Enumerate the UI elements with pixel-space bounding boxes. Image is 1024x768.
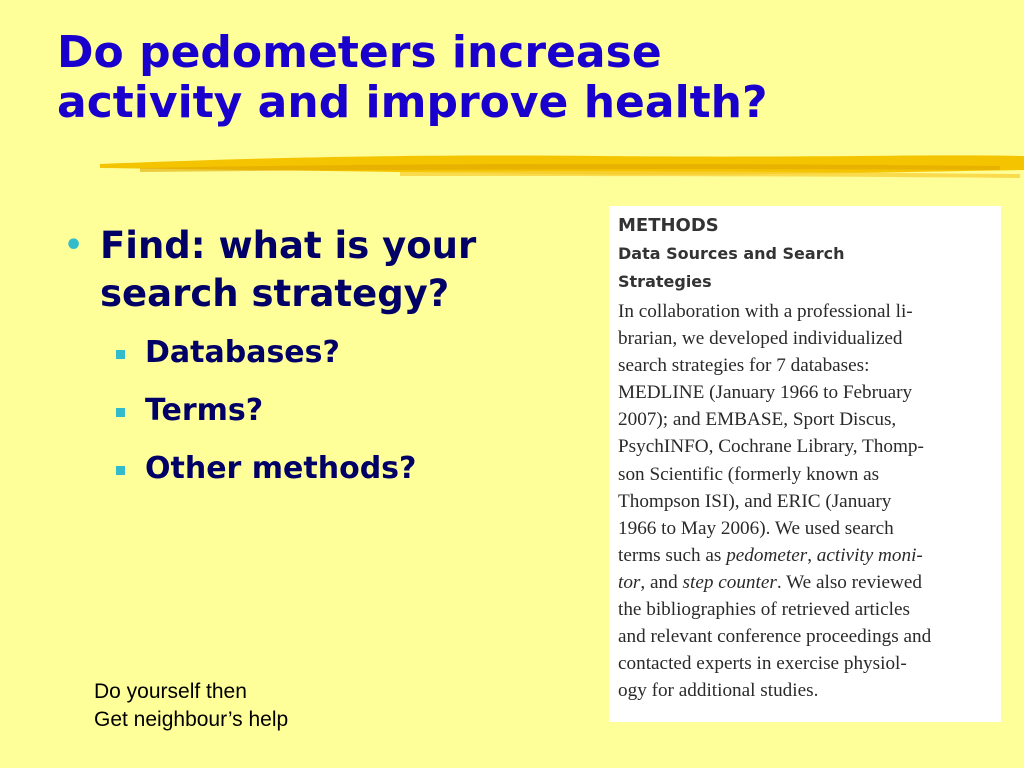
excerpt-line: son Scientific (formerly known as bbox=[618, 463, 880, 485]
main-bullet-list bbox=[64, 222, 564, 508]
excerpt-line: and relevant conference proceedings and bbox=[618, 626, 932, 648]
bullet-text bbox=[100, 222, 476, 318]
excerpt-text: terms such as bbox=[618, 544, 727, 566]
excerpt-term-activity-monitor-end: tor bbox=[618, 571, 641, 593]
methods-excerpt-image bbox=[609, 206, 1001, 722]
excerpt-text: , bbox=[807, 544, 817, 566]
bullet-line-2: search strategy? bbox=[100, 272, 450, 315]
excerpt-line: ogy for additional studies. bbox=[618, 680, 819, 702]
square-bullet-icon bbox=[116, 466, 125, 475]
sub-item-label: Terms? bbox=[145, 393, 264, 428]
square-bullet-icon bbox=[116, 350, 125, 359]
sub-bullet-list bbox=[116, 334, 564, 488]
excerpt-line: MEDLINE (January 1966 to February bbox=[618, 382, 913, 404]
excerpt-line: Thompson ISI), and ERIC (January bbox=[618, 490, 892, 512]
excerpt-subheading-line-2: Strategies bbox=[618, 272, 712, 291]
title-underline-brushstroke bbox=[100, 150, 1024, 190]
bullet-find-search-strategy bbox=[64, 222, 564, 318]
square-bullet-icon bbox=[116, 408, 125, 417]
excerpt-line: 1966 to May 2006). We used search bbox=[618, 517, 894, 539]
excerpt-line: contacted experts in exercise physiol- bbox=[618, 653, 907, 675]
excerpt-subheading-line-1: Data Sources and Search bbox=[618, 244, 845, 263]
bullet-dot-icon: • bbox=[64, 228, 84, 263]
title-line-1: Do pedometers increase bbox=[57, 27, 662, 78]
excerpt-line: the bibliographies of retrieved articles bbox=[618, 599, 910, 621]
excerpt-text: , and bbox=[640, 571, 683, 593]
sub-item-databases bbox=[116, 334, 564, 372]
excerpt-term-pedometer: pedometer bbox=[726, 544, 808, 566]
excerpt-line-terms bbox=[618, 542, 991, 569]
note-line-1: Do yourself then bbox=[94, 680, 247, 703]
excerpt-heading: METHODS bbox=[618, 215, 719, 236]
excerpt-text: . We also reviewed bbox=[776, 571, 922, 593]
sub-item-label: Databases? bbox=[145, 335, 340, 370]
sub-item-other-methods bbox=[116, 450, 564, 488]
excerpt-body bbox=[618, 298, 991, 704]
excerpt-line: search strategies for 7 databases: bbox=[618, 355, 870, 377]
excerpt-line: PsychINFO, Cochrane Library, Thomp- bbox=[618, 436, 924, 458]
slide-title bbox=[57, 28, 957, 128]
bullet-line-1: Find: what is your bbox=[100, 224, 477, 267]
excerpt-line: 2007); and EMBASE, Sport Discus, bbox=[618, 409, 897, 431]
excerpt-line: In collaboration with a professional li- bbox=[618, 301, 913, 322]
title-line-2: activity and improve health? bbox=[57, 77, 768, 128]
excerpt-line-terms-2 bbox=[618, 569, 991, 596]
sub-item-terms bbox=[116, 392, 564, 430]
instruction-note bbox=[94, 678, 288, 734]
excerpt-line: brarian, we developed individualized bbox=[618, 328, 903, 350]
excerpt-term-activity-monitor: activity moni- bbox=[816, 544, 923, 566]
excerpt-term-step-counter: step counter bbox=[682, 571, 777, 593]
note-line-2: Get neighbour’s help bbox=[94, 708, 289, 731]
sub-item-label: Other methods? bbox=[145, 451, 417, 486]
